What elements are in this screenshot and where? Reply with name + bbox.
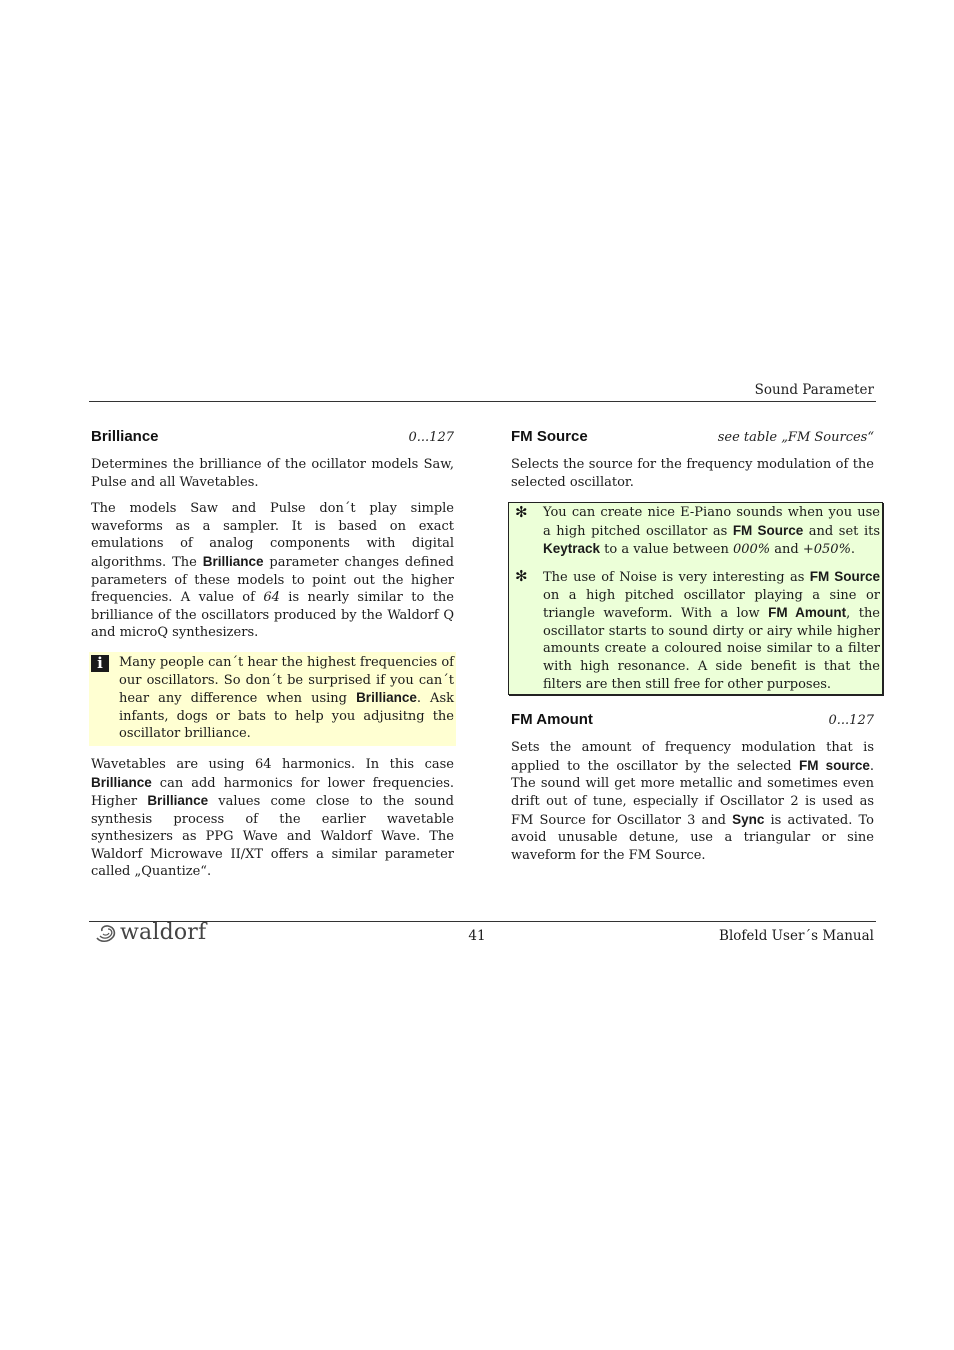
manual-title: Blofeld User´s Manual bbox=[719, 928, 874, 944]
info-note bbox=[89, 652, 456, 746]
tip-text: You can create nice E-Piano sounds when you use a high pitched oscillator as FM Source and set its Keytrack to a value between 000% and +050%. bbox=[543, 505, 880, 558]
param-range: 0...127 bbox=[408, 430, 454, 445]
param-name: Brilliance bbox=[91, 428, 159, 445]
logo-text: waldorf bbox=[120, 920, 207, 945]
tip-box bbox=[508, 502, 883, 695]
asterisk-icon: ✻ bbox=[515, 503, 528, 522]
running-header: Sound Parameter bbox=[754, 382, 874, 398]
note-text: Many people can´t hear the highest frequencies of our oscillators. So don´t be surprised if you can´t hear any difference when using Brilliance. Ask infants, dogs or bats to help you adjusitng the oscillator brilliance. bbox=[119, 654, 454, 742]
fm-amount-heading bbox=[511, 711, 874, 728]
paragraph: Selects the source for the frequency modulation of the selected oscillator. bbox=[511, 457, 874, 490]
left-column bbox=[91, 428, 454, 890]
fm-source-heading bbox=[511, 428, 874, 445]
paragraph: Determines the brilliance of the ocillator models Saw, Pulse and all Wavetables. bbox=[91, 457, 454, 490]
paragraph: Wavetables are using 64 harmonics. In this case Brilliance can add harmonics for lower frequencies. Higher Brilliance values come close to the sound synthesis process of the earlier wavetable synthesizers as PPG Wave and Waldorf Wave. The Waldorf Microwave II/XT offers a similar parameter called „Quantize“. bbox=[91, 756, 454, 880]
param-range: 0...127 bbox=[828, 713, 874, 729]
footer-rule bbox=[89, 921, 876, 922]
paragraph: The models Saw and Pulse don´t play simple waveforms as a sampler. It is based on exact emulations of analog components with digital algorithms. The Brilliance parameter changes defined parameters of these models to point out the higher frequencies. A value of 64 is nearly similar to the brilliance of the oscillators produced by the Waldorf Q and microQ synthesizers. bbox=[91, 501, 454, 641]
page-number: 41 bbox=[468, 928, 486, 944]
info-icon: i bbox=[91, 655, 109, 672]
brilliance-heading bbox=[91, 428, 454, 445]
right-column bbox=[511, 428, 881, 873]
param-name: FM Amount bbox=[511, 711, 593, 729]
paragraph: Sets the amount of frequency modulation that is applied to the oscillator by the selected FM source. The sound will get more metallic and sometimes even drift out of tune, especially if Oscillator 2 is used as FM Source for Oscillator 3 and Sync is activated. To avoid unusable detune, use a triangular or sine waveform for the FM Source. bbox=[511, 740, 874, 863]
tip-item bbox=[513, 568, 880, 693]
asterisk-icon: ✻ bbox=[515, 566, 528, 585]
param-name: FM Source bbox=[511, 428, 588, 445]
header-rule bbox=[89, 401, 876, 402]
tip-item bbox=[513, 504, 880, 559]
tip-text: The use of Noise is very interesting as FM Source on a high pitched oscillator playing a sine or triangle waveform. With a low FM Amount, the oscillator starts to sound dirty or airy while higher amounts create a coloured noise similar to a filter with high resonance. A side benefit is that the filters are then still free for other purposes. bbox=[543, 568, 881, 692]
param-range: see table „FM Sources“ bbox=[717, 430, 874, 445]
